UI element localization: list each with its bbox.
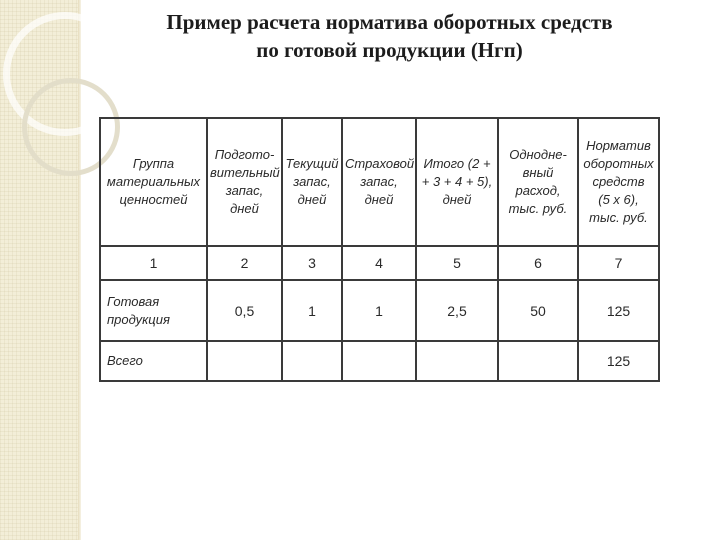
table-header-cell: Норматив оборотных средств (5 х 6), тыс. руб. [578, 118, 659, 246]
column-number-row [100, 246, 659, 280]
column-number-cell: 6 [498, 246, 578, 280]
table-cell: 1 [282, 280, 342, 341]
table-cell: 1 [342, 280, 416, 341]
column-number-cell: 3 [282, 246, 342, 280]
slide-title-line-2: по готовой продукции (Нгп) [256, 38, 523, 62]
cropped-table-caption [574, 86, 668, 96]
column-number-cell: 5 [416, 246, 498, 280]
table-header-cell: Страховой запас, дней [342, 118, 416, 246]
table-cell [342, 341, 416, 381]
table-header-cell: Подгото- вительный запас, дней [207, 118, 282, 246]
column-number-cell: 1 [100, 246, 207, 280]
table-header-cell: Группа материальных ценностей [100, 118, 207, 246]
table-cell: 50 [498, 280, 578, 341]
table-header-cell: Итого (2 + + 3 + 4 + 5), дней [416, 118, 498, 246]
table-row-finished-goods [100, 280, 659, 341]
slide-title [82, 8, 697, 64]
table-cell [207, 341, 282, 381]
table-header-cell: Однодне- вный расход, тыс. руб. [498, 118, 578, 246]
column-number-cell: 4 [342, 246, 416, 280]
table-cell: 125 [578, 341, 659, 381]
table-cell: 2,5 [416, 280, 498, 341]
table-row-total [100, 341, 659, 381]
table-cell [282, 341, 342, 381]
table-cell [416, 341, 498, 381]
table-header-cell: Текущий запас, дней [282, 118, 342, 246]
table-cell: 125 [578, 280, 659, 341]
table-header-row [100, 118, 659, 246]
column-number-cell: 2 [207, 246, 282, 280]
table-cell: 0,5 [207, 280, 282, 341]
scanned-table-image [99, 117, 661, 402]
table-cell: Всего [100, 341, 207, 381]
table-cell: Готовая продукция [100, 280, 207, 341]
table-cell [498, 341, 578, 381]
column-number-cell: 7 [578, 246, 659, 280]
slide-title-line-1: Пример расчета норматива оборотных средств [166, 10, 613, 34]
working-capital-table [99, 117, 660, 382]
